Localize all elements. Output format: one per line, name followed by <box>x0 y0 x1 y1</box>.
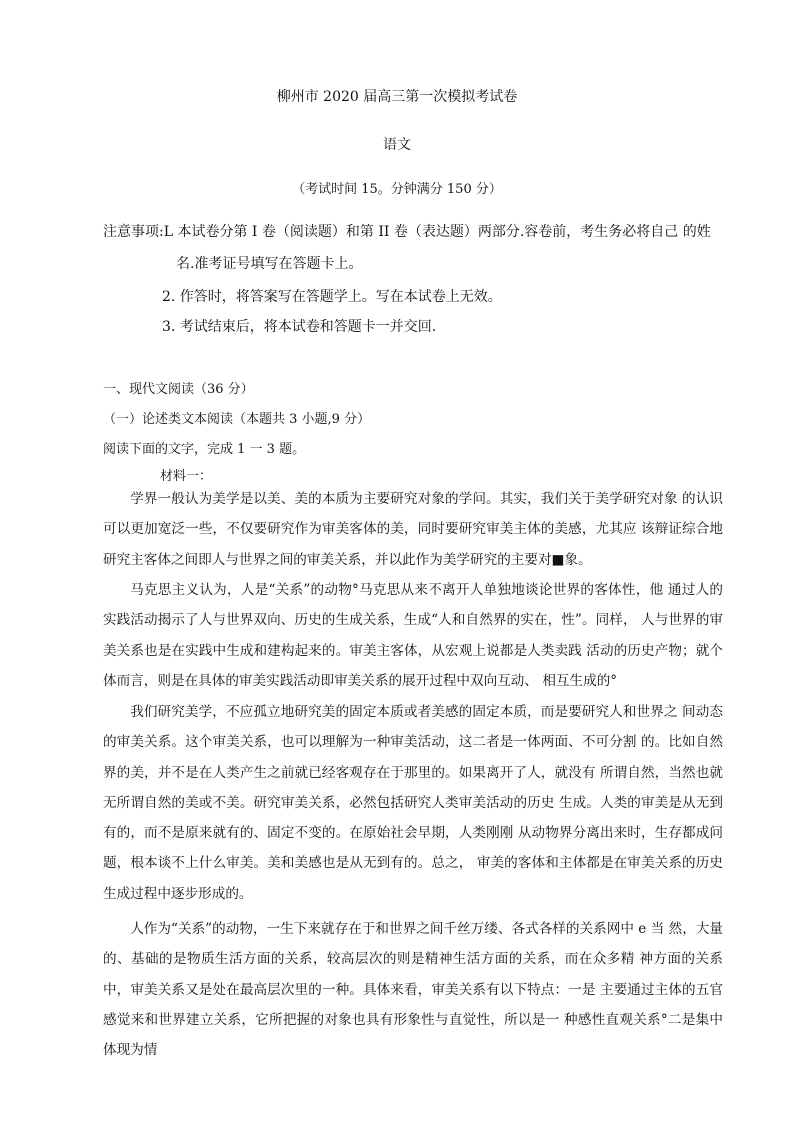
paragraph-3: 我们研究美学，不应孤立地研究美的固定本质或者美感的固定本质，而是要研究人和世界之 间动态的审美关系。这个审美关系，也可以理解为一种审美活动，这二者是一体两面、不可分割 的。比如自然界的美，并不是在人类产生之前就已经客观存在于那里的。如果离开了人，就没有 所谓自然，当然也就无所谓自然的美或不美。研究审美关系，必然包括研究人类审美活动的历史 生成。人类的审美是从无到有的，而不是原来就有的、固定不变的。在原始社会早期，人类刚刚 从动物界分离出来时，生存都成问题，根本谈不上什么审美。美和美感也是从无到有的。总之， 审美的客体和主体都是在审美关系的历史生成过程中逐步形成的。 <box>103 704 723 902</box>
note-line-1: 注意事项:L 本试卷分第 I 卷（阅读题）和第 II 卷（表达题）两部分.容卷前，考生务必将自己 的姓 <box>103 224 711 240</box>
paragraph-2: 马克思主义认为，人是“关系”的动物°马克思从来不离开人单独地谈论世界的客体性，他 通过人的实践活动揭示了人与世界双向、历史的生成关系，生成“人和自然界的实在，性”。同样， 人与世界的审美关系也是在实践中生成和建构起来的。审美主客体，从宏观上说都是人类卖践 活动的历史产物；就个体而言，则是在具体的审美实践活动即审美关系的展开过程中双向互动、 相互生成的° <box>103 582 723 689</box>
note-line-2: 2. 作答时，将答案写在答题学上。写在本试卷上无效。 <box>162 289 502 305</box>
reading-instruction: 阅读下面的文字，完成 1 一 3 题。 <box>103 442 306 457</box>
subject-title: 语文 <box>383 137 411 153</box>
section-subheading: （一）论述类文本阅读（本题共 3 小题,9 分） <box>103 412 371 427</box>
exam-duration: （考试时间 15。分钟满分 150 分） <box>292 182 502 197</box>
exam-title: 柳州市 2020 届高三第一次模拟考试卷 <box>276 89 518 105</box>
section-heading: 一、现代文阅读（36 分） <box>103 382 254 397</box>
paragraph-4: 人作为“关系”的动物，一生下来就存在于和世界之间千丝万缕、各式各样的关系网中 e 当 然，大量的、基础的是物质生活方面的关系，较高层次的则是精神生活方面的关系，而在众多精 神方面的关系中，审美关系又是处在最高层次里的一种。具体来看，审美关系有以下特点：一是 主要通过主体的五官感觉来和世界建立关系，它所把握的对象也具有形象性与直觉性，所以是一 种感性直观关系°二是集中体现为情 <box>103 921 723 1059</box>
material-label: 材料一： <box>160 469 213 484</box>
note-line-3: 3. 考试结束后，将本试卷和答题卡一并交回. <box>162 319 437 335</box>
paragraph-1: 学界一般认为美学是以美、美的本质为主要研究对象的学问。其实，我们关于美学研究对象 的认识可以更加宽泛一些，不仅要研究作为审美客体的美，同时要研究审美主体的美感，尤其应 该辩证综合地研究主客体之间即人与世界之间的审美关系，并以此作为美学研究的主要对■象。 <box>103 491 723 568</box>
note-line-1-continued: 名.准考证号填写在答题卡上。 <box>176 256 363 272</box>
